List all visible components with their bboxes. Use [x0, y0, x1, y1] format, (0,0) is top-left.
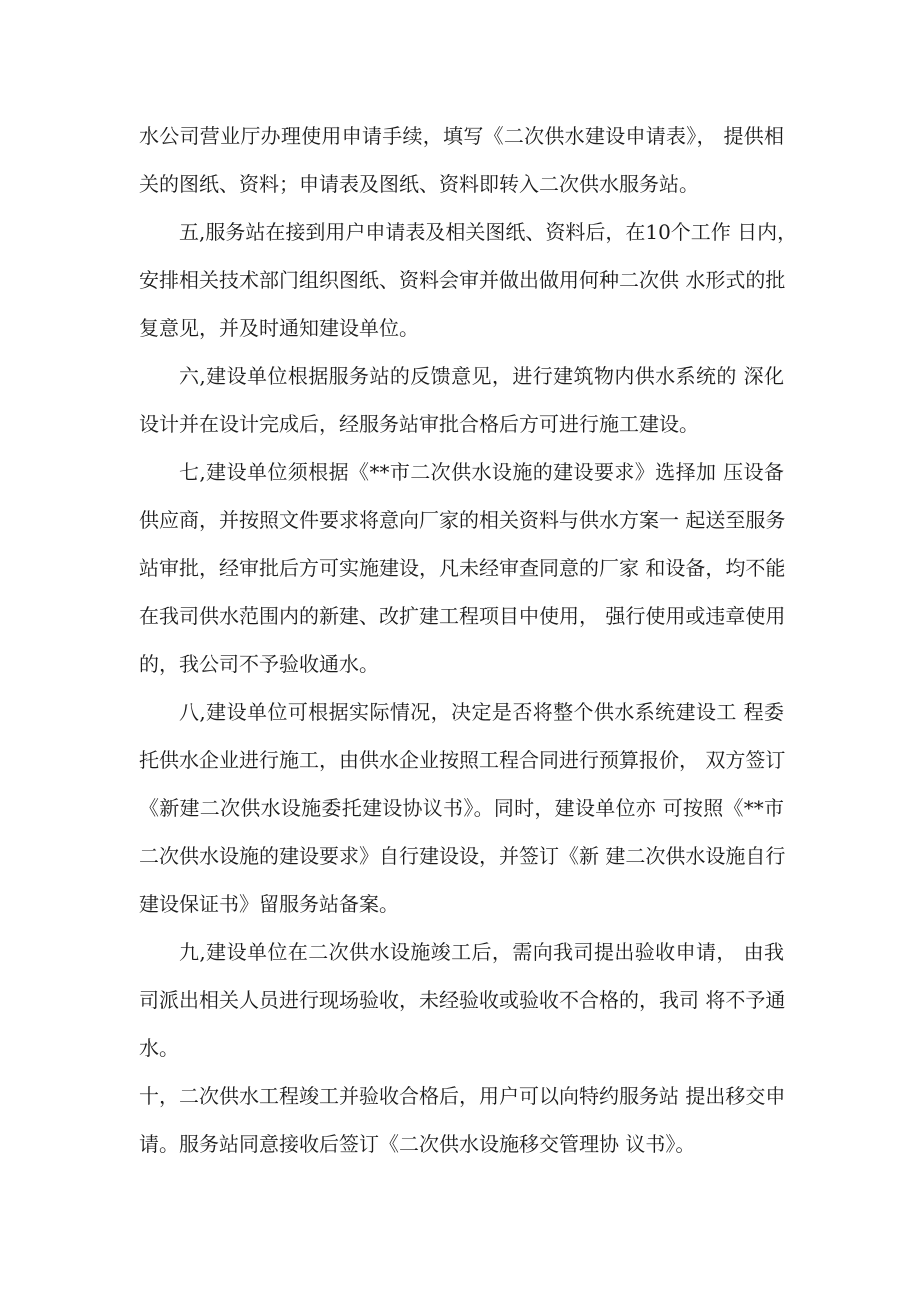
text-line: 设计并在设计完成后，经服务站审批合格后方可进行施工建设。: [139, 412, 699, 436]
document-body: [139, 112, 798, 1168]
text-line: 站审批，经审批后方可实施建设，凡未经审查同意的厂家 和设备，均不能: [139, 556, 786, 580]
text-line: 水。: [139, 1036, 179, 1060]
paragraph-item-5: [139, 208, 798, 352]
paragraph-application-procedure: [139, 112, 784, 208]
text-line: 托供水企业进行施工，由供水企业按照工程合同进行预算报价， 双方签订: [139, 748, 786, 772]
text-line: 《新建二次供水设施委托建设协议书》。同时，建设单位亦 可按照《**市: [139, 796, 784, 820]
paragraph-item-9: [139, 928, 784, 1072]
text-line: 复意见，并及时通知建设单位。: [139, 316, 419, 340]
paragraph-item-8: [139, 688, 784, 928]
text-line: 请。服务站同意接收后签订《二次供水设施移交管理协 议书》。: [139, 1132, 696, 1156]
text-line: 供应商，并按照文件要求将意向厂家的相关资料与供水方案一 起送至服务: [139, 508, 786, 532]
paragraph-item-6: [139, 352, 784, 448]
text-line: 司派出相关人员进行现场验收，未经验收或验收不合格的，我司 将不予通: [139, 988, 786, 1012]
text-line: 关的图纸、资料；申请表及图纸、资料即转入二次供水服务站。: [139, 172, 699, 196]
text-line: 八,建设单位可根据实际情况，决定是否将整个供水系统建设工 程委: [179, 700, 784, 724]
text-line: 十，二次供水工程竣工并验收合格后，用户可以向特约服务站 提出移交申: [139, 1084, 786, 1108]
text-line: 安排相关技术部门组织图纸、资料会审并做出做用何种二次供 水形式的批: [139, 268, 786, 292]
text-line: 五,服务站在接到用户申请表及相关图纸、资料后，在10个工作 日内，: [179, 220, 798, 244]
text-line: 的，我公司不予验收通水。: [139, 652, 379, 676]
text-line: 六,建设单位根据服务站的反馈意见，进行建筑物内供水系统的 深化: [179, 364, 784, 388]
text-line: 二次供水设施的建设要求》自行建设设，并签订《新 建二次供水设施自行: [139, 844, 786, 868]
text-line: 建设保证书》留服务站备案。: [139, 892, 399, 916]
paragraph-item-7: [139, 448, 784, 688]
text-line: 七,建设单位须根据《**市二次供水设施的建设要求》选择加 压设备: [179, 460, 784, 484]
text-line: 九,建设单位在二次供水设施竣工后，需向我司提出验收申请， 由我: [179, 940, 784, 964]
paragraph-item-10: [139, 1072, 784, 1168]
text-line: 水公司营业厅办理使用申请手续，填写《二次供水建设申请表》， 提供相: [139, 124, 784, 148]
text-line: 在我司供水范围内的新建、改扩建工程项目中使用， 强行使用或违章使用: [139, 604, 786, 628]
